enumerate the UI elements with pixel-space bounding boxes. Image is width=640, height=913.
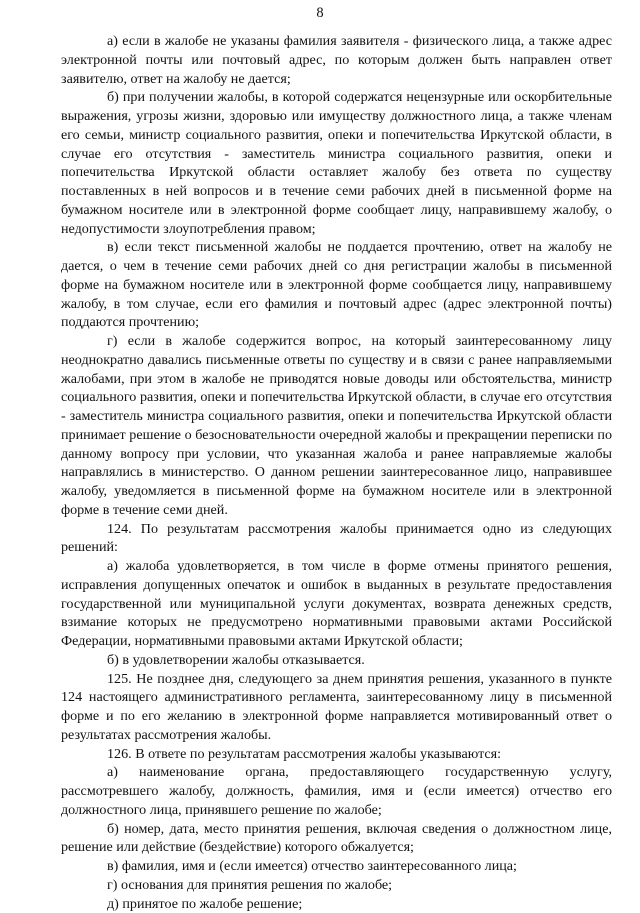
paragraph-126-applicant-name: в) фамилия, имя и (если имеется) отчество заинтересованного лица; <box>61 857 612 876</box>
page-number: 8 <box>0 4 640 23</box>
paragraph-126-decision-details: б) номер, дата, место принятия решения, включая сведения о должностном лице, решение или действие (бездействие) которого обжалуется; <box>61 820 612 858</box>
paragraph-125-response: 125. Не позднее дня, следующего за днем принятия решения, указанного в пункте 124 настоящего административного регламента, заинтересованному лицу в письменной форме и по его желанию в электронной форме направляется мотивированный ответ о результатах рассмотрения жалобы. <box>61 670 612 745</box>
paragraph-complaint-unreadable: в) если текст письменной жалобы не поддается прочтению, ответ на жалобу не дается, о чем в течение семи рабочих дней со дня регистрации жалобы в письменной форме на бумажном носителе или в электронной форме сообщается лицу, направившему жалобу, в том случае, если его фамилия и почтовый адрес (адрес электронной почты) поддаются прочтению; <box>61 238 612 332</box>
paragraph-126-grounds: г) основания для принятия решения по жалобе; <box>61 876 612 895</box>
paragraph-124-refused: б) в удовлетворении жалобы отказывается. <box>61 651 612 670</box>
paragraph-124-satisfied: а) жалоба удовлетворяется, в том числе в форме отмены принятого решения, исправления допущенных опечаток и ошибок в выданных в результате предоставления государственной или муниципальной услуги документах, возврата денежных средств, взимание которых не предусмотрено нормативными правовыми актами Российской Федерации, нормативными правовыми актами Иркутской области; <box>61 557 612 651</box>
paragraph-126-authority: а) наименование органа, предоставляющего государственную услугу, рассмотревшего жалобу, должность, фамилия, имя и (если имеется) отчество его должностного лица, принявшего решение по жалобе; <box>61 763 612 819</box>
paragraph-124-decisions: 124. По результатам рассмотрения жалобы принимается одно из следующих решений: <box>61 520 612 558</box>
paragraph-complaint-repeated: г) если в жалобе содержится вопрос, на который заинтересованному лицу неоднократно давались письменные ответы по существу и в связи с ранее направляемыми жалобами, при этом в жалобе не приводятся новые доводы или обстоятельства, министр социального развития, опеки и попечительства Иркутской области, в случае его отсутствия - заместитель министра социального развития, опеки и попечительства Иркутской области принимает решение о безосновательности очередной жалобы и прекращении переписки по данному вопросу при условии, что указанная жалоба и ранее направляемые жалобы направлялись в министерство. О данном решении заинтересованное лицо, направившее жалобу, уведомляется в письменной форме на бумажном носителе или в электронной форме в течение семи дней. <box>61 332 612 520</box>
paragraph-126-decision: д) принятое по жалобе решение; <box>61 895 612 913</box>
paragraph-complaint-no-surname: а) если в жалобе не указаны фамилия заявителя - физического лица, а также адрес электронной почты или почтовый адрес, по которым должен быть направлен ответ заявителю, ответ на жалобу не дается; <box>61 32 612 88</box>
document-body <box>61 32 612 913</box>
paragraph-complaint-obscene: б) при получении жалобы, в которой содержатся нецензурные или оскорбительные выражения, угрозы жизни, здоровью или имуществу должностного лица, а также членам его семьи, министр социального развития, опеки и попечительства Иркутской области, в случае его отсутствия - заместитель министра социального развития, опеки и попечительства Иркутской области оставляет жалобу без ответа по существу поставленных в ней вопросов и в течение семи рабочих дней в письменной форме на бумажном носителе или в электронной форме сообщает лицу, направившему жалобу, о недопустимости злоупотребления правом; <box>61 88 612 238</box>
paragraph-126-contents: 126. В ответе по результатам рассмотрения жалобы указываются: <box>61 745 612 764</box>
